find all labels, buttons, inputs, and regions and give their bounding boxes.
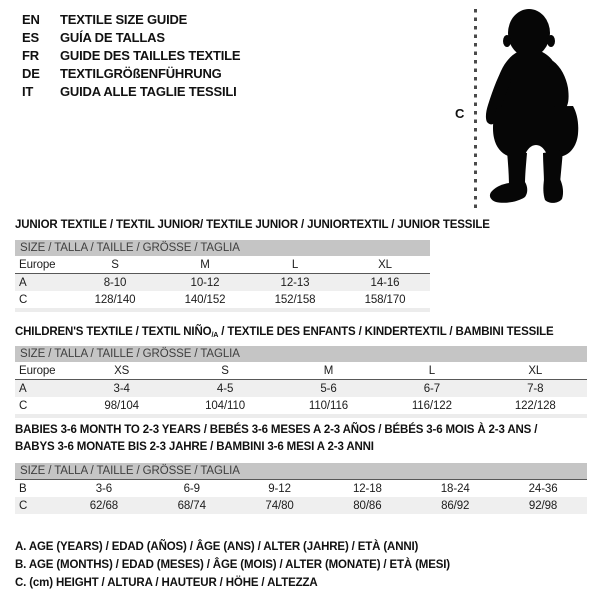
language-row-it xyxy=(22,82,240,100)
cell: 14-16 xyxy=(340,274,430,292)
note-age-years: A. AGE (YEARS) / EDAD (AÑOS) / ÂGE (ANS) / ALTER (JAHRE) / ETÀ (ANNI) xyxy=(15,541,419,553)
toddler-silhouette-icon xyxy=(482,7,595,211)
column-header: L xyxy=(380,362,483,380)
junior-row-height xyxy=(15,291,430,308)
babies-table-title xyxy=(15,422,537,456)
cell: 92/98 xyxy=(499,497,587,514)
column-header: XS xyxy=(70,362,173,380)
table-bottom-strip xyxy=(15,414,587,418)
column-header: S xyxy=(70,256,160,274)
cell: 7-8 xyxy=(484,380,587,398)
cell: 3-4 xyxy=(70,380,173,398)
row-label: C xyxy=(19,293,28,306)
language-code: IT xyxy=(22,83,34,99)
cell: 6-7 xyxy=(380,380,483,398)
row-label: C xyxy=(15,497,60,514)
region-label: Europe xyxy=(15,362,70,380)
cell: 9-12 xyxy=(268,482,291,495)
language-code: FR xyxy=(22,47,39,63)
cell: 6-9 xyxy=(183,482,200,495)
region-label: Europe xyxy=(15,256,70,274)
junior-size-header-bar: SIZE / TALLA / TAILLE / GRÖSSE / TAGLIA xyxy=(15,240,430,256)
children-row-height xyxy=(15,397,587,414)
cell: 12-13 xyxy=(250,274,340,292)
children-table-title xyxy=(15,324,554,344)
junior-size-table xyxy=(15,240,430,312)
cell: 74/80 xyxy=(236,497,324,514)
height-measure-label: C xyxy=(455,106,465,121)
language-title: TEXTILE SIZE GUIDE xyxy=(60,11,188,27)
language-row-fr xyxy=(22,46,240,64)
language-code: ES xyxy=(22,29,39,45)
cell: 110/116 xyxy=(308,399,349,412)
cell: 104/110 xyxy=(205,399,246,412)
legend-notes xyxy=(15,538,450,592)
row-label: A xyxy=(15,274,70,292)
children-title-pre: CHILDREN'S TEXTILE / TEXTIL NIÑO xyxy=(15,326,212,338)
cell: 10-12 xyxy=(160,274,250,292)
cell: 80/86 xyxy=(323,497,411,514)
cell: 8-10 xyxy=(70,274,160,292)
column-header: XL xyxy=(340,256,430,274)
cell: 68/74 xyxy=(148,497,236,514)
cell: 3-6 xyxy=(95,482,113,495)
babies-title-line1: BABIES 3-6 MONTH TO 2-3 YEARS / BEBÉS 3-6 MESES A 2-3 AÑOS / BÉBÉS 3-6 MOIS À 2-3 ANS / xyxy=(15,424,538,436)
cell: 152/158 xyxy=(274,293,316,306)
cell: 140/152 xyxy=(184,293,226,306)
language-row-de xyxy=(22,64,240,82)
language-row-es xyxy=(22,28,240,46)
babies-title-line2: BABYS 3-6 MONATE BIS 2-3 JAHRE / BAMBINI 3-6 MESI A 2-3 ANNI xyxy=(15,441,374,453)
row-label: A xyxy=(15,380,70,398)
language-title: GUIDA ALLE TAGLIE TESSILI xyxy=(60,83,237,99)
height-measure-dashed-line xyxy=(474,9,477,208)
cell: 24-36 xyxy=(528,482,558,495)
cell: 62/68 xyxy=(60,497,148,514)
cell: 86/92 xyxy=(411,497,499,514)
cell: 5-6 xyxy=(277,380,380,398)
language-header xyxy=(22,10,240,100)
language-title: TEXTILGRÖßENFÜHRUNG xyxy=(60,65,222,81)
cell: 128/140 xyxy=(94,293,136,306)
children-columns-row xyxy=(15,362,587,380)
cell: 116/122 xyxy=(411,399,452,412)
children-title-sub: /A xyxy=(211,331,219,339)
cell: 18-24 xyxy=(440,482,470,495)
babies-row-height xyxy=(15,497,587,514)
language-title: GUÍA DE TALLAS xyxy=(60,29,165,45)
row-label: B xyxy=(19,482,27,495)
junior-row-age xyxy=(15,274,430,292)
junior-table-title: JUNIOR TEXTILE / TEXTIL JUNIOR/ TEXTILE JUNIOR / JUNIORTEXTIL / JUNIOR TESSILE xyxy=(15,219,490,231)
note-age-months: B. AGE (MONTHS) / EDAD (MESES) / ÂGE (MOIS) / ALTER (MONATE) / ETÀ (MESI) xyxy=(15,559,450,571)
language-row-en xyxy=(22,10,240,28)
note-height-cm: C. (cm) HEIGHT / ALTURA / HAUTEUR / HÖHE / ALTEZZA xyxy=(15,577,318,589)
cell: 122/128 xyxy=(514,399,556,412)
cell: 158/170 xyxy=(364,293,406,306)
cell: 12-18 xyxy=(352,482,382,495)
babies-size-table xyxy=(15,463,587,514)
babies-size-header-bar: SIZE / TALLA / TAILLE / GRÖSSE / TAGLIA xyxy=(15,463,587,479)
children-title-post: / TEXTILE DES ENFANTS / KINDERTEXTIL / BAMBINI TESSILE xyxy=(218,326,554,338)
row-label: C xyxy=(19,399,28,412)
column-header: M xyxy=(277,362,380,380)
cell: 4-5 xyxy=(173,380,276,398)
column-header: S xyxy=(173,362,276,380)
column-header: M xyxy=(160,256,250,274)
column-header: XL xyxy=(484,362,587,380)
children-size-table xyxy=(15,346,587,418)
language-title: GUIDE DES TAILLES TEXTILE xyxy=(60,47,241,63)
language-code: EN xyxy=(22,11,40,27)
column-header: L xyxy=(250,256,340,274)
table-bottom-strip xyxy=(15,308,430,312)
babies-row-age xyxy=(15,480,587,497)
cell: 98/104 xyxy=(104,399,139,412)
language-code: DE xyxy=(22,65,40,81)
children-row-age xyxy=(15,380,587,398)
junior-columns-row xyxy=(15,256,430,274)
children-size-header-bar: SIZE / TALLA / TAILLE / GRÖSSE / TAGLIA xyxy=(15,346,587,362)
